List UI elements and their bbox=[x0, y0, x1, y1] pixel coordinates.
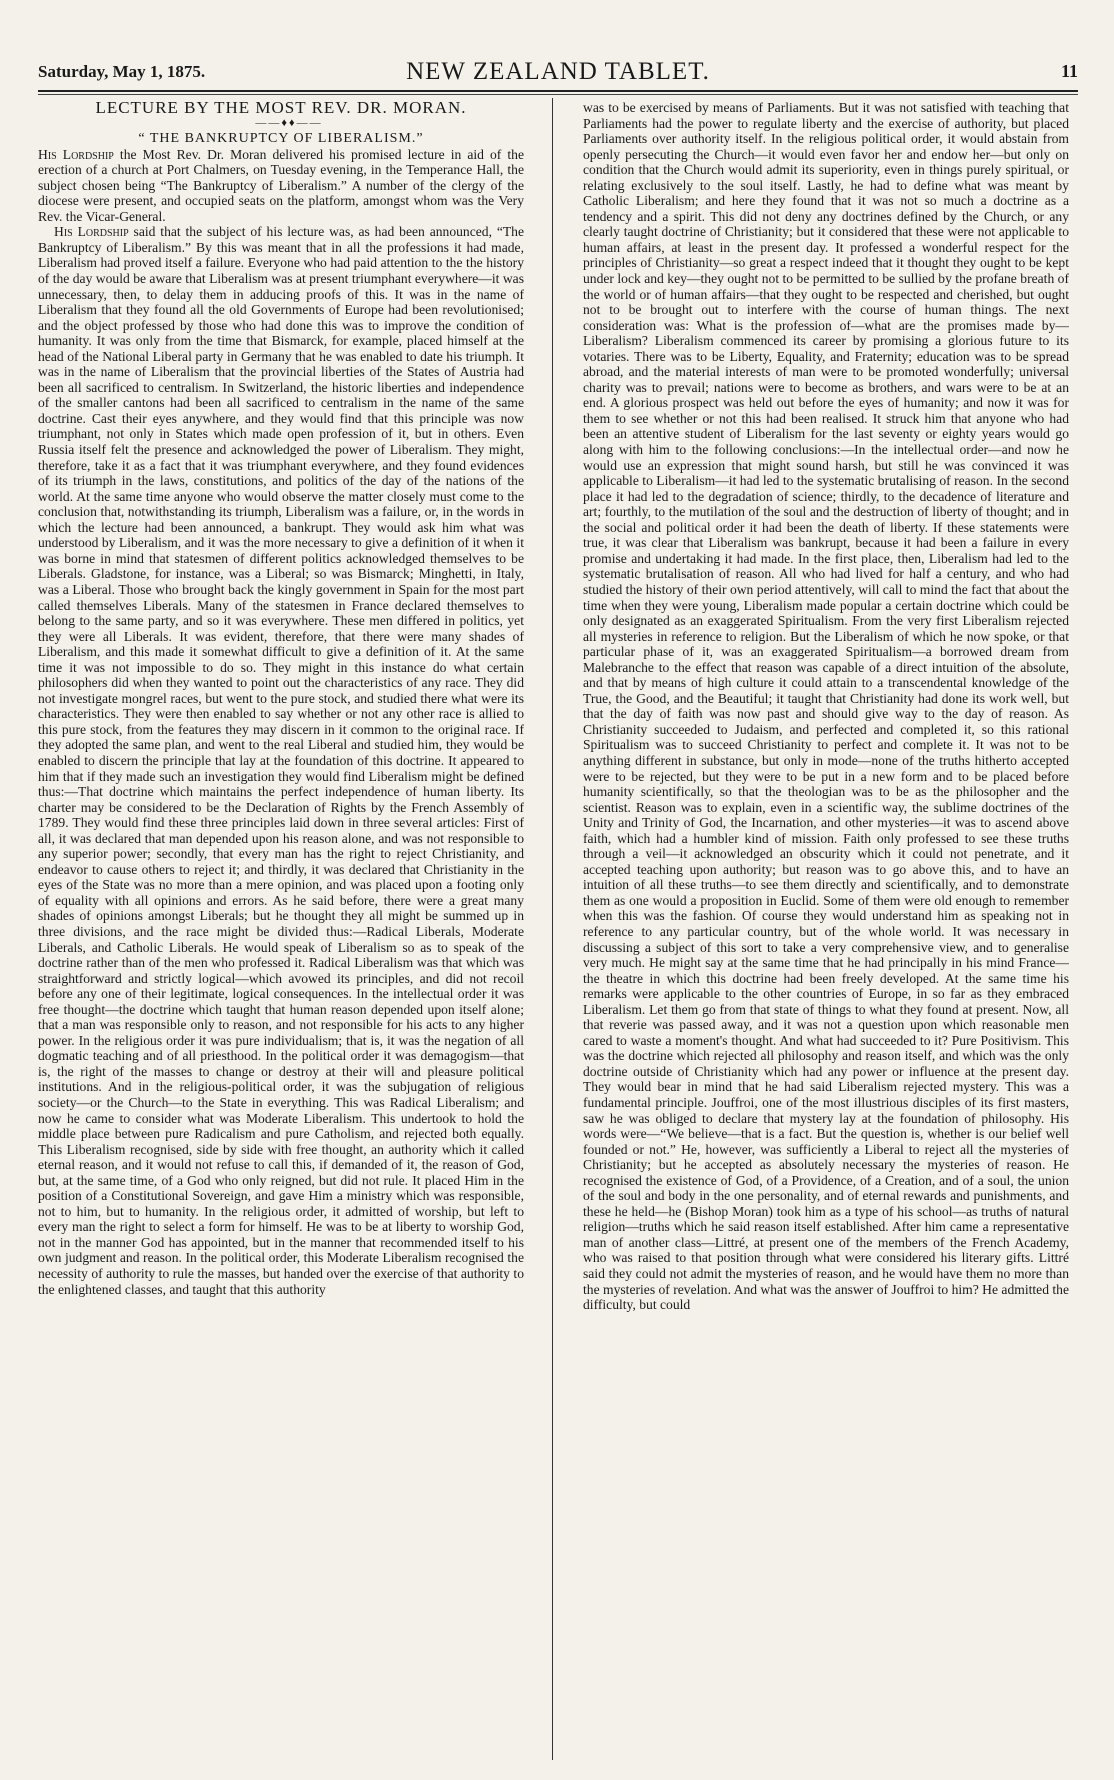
masthead-rule-thin bbox=[38, 94, 1078, 95]
paragraph-text: the Most Rev. Dr. Moran delivered his promised lecture in aid of the erection of a church at Port Chalmers, on Tuesday evening, in the Temperance Hall, the subject chosen being “The Bankruptcy of Liberalism.” A number of the clergy of the diocese were present, and occupied seats on the platform, amongst whom was the Very Rev. the Vicar-General. bbox=[38, 146, 524, 224]
paragraph-2 bbox=[38, 224, 524, 1297]
article-column-right bbox=[583, 100, 1069, 1760]
masthead-rule bbox=[38, 90, 1078, 92]
masthead bbox=[38, 58, 1078, 84]
column-divider bbox=[552, 98, 553, 1760]
paragraph-continued: was to be exercised by means of Parliaments. But it was not satisfied with teaching that Parliaments had the power to regulate liberty and the exercise of authority, but placed Parliaments over authority itself. In the religious political order, it would abstain from openly persecuting the Church—it would even favor her and endow her—but only on condition that the Church would admit its superiority, even in things purely spiritual, or relating exclusively to the soul itself. Lastly, he had to define what was meant by Catholic Liberalism; and here they found that it was not so much a doctrine as a tendency and a spirit. This did not deny any doctrines defined by the Church, or any clearly taught doctrine of Christianity; but it considered that these were not applicable to human affairs, at least in the present day. It professed a wonderful respect for the principles of Christianity—so great a respect indeed that it thought they ought to be kept under lock and key—they ought not to be permitted to be sullied by the profane breath of the world or of human affairs—that they ought to be respected and cherished, but ought not to be brought out to interfere with the course of human things. The next consideration was: What is the profession of—what are the promises made by—Liberalism? Liberalism commenced its career by promising a glorious future to its votaries. There was to be Liberty, Equality, and Fraternity; education was to be spread abroad, and the material interests of man were to be promoted wonderfully; universal charity was to prevail; nations were to become as brothers, and wars were to be at an end. A glorious prospect was held out before the eyes of humanity; and now it was for them to see whether or not this had been realised. It struck him that anyone who had been an attentive student of Liberalism for the last seventy or eighty years would go along with him to the following conclusions:—In the intellectual order—and now he would use an expression that might sound harsh, but still he was convinced it was applicable to Liberalism—it had led to the systematic brutalising of reason. In the second place it had led to the degradation of science; thirdly, to the decadence of literature and art; fourthly, to the mutilation of the soul and the destruction of liberty of thought; and in the social and political order it had been the death of liberty. If these statements were true, it was clear that Liberalism was bankrupt, because it had been a failure in every promise and undertaking it had made. In the first place, then, Liberalism had led to the systematic brutalisation of reason. All who had lived for half a century, and who had studied the history of their own period attentively, will call to mind the fact that about the time when they were young, Liberalism made popular a certain doctrine which could be only designated as an exaggerated Spiritualism. From the very first Liberalism rejected all mysteries in reference to religion. But the Liberalism of which he now spoke, or that particular phase of it, was an exaggerated Spiritualism—a borrowed dream from Malebranche to the effect that reason was capable of a direct intuition of the absolute, and that by means of high culture it could attain to a transcendental knowledge of the True, the Good, and the Beautiful; it taught that Christianity had done its work well, but that the day of faith was now past and should give way to the day of reason. As Christianity succeeded to Judaism, and perfected and completed it, so this rational Spiritualism was to succeed Christianity to perfect and complete it. It was not to be anything different in substance, but only in mode—none of the truths hitherto accepted were to be rejected, but they were to be put in a new form and to be placed before humanity scientifically, so that the theologian was to be as the philosopher and the scientist. Reason was to explain, even in a scientific way, the sublime doctrines of the Unity and Trinity of God, the Incarnation, and other mysteries—it was to ascend above faith, which had a humbler kind of mission. Faith only professed to see these truths through a veil—it acknowledged an obscurity which it could not penetrate, and it accepted teaching upon authority; but reason was to go above this, and to have an intuition of all these truths—to see them directly and scientifically, and to demonstrate them as one would a proposition in Euclid. Some of them were old enough to remember when this was the fashion. Of course they would understand him as speaking not in reference to any particular country, but of the whole world. It was necessary in discussing a subject of this sort to take a very comprehensive view, and to generalise very much. He might say at the same time that he had principally in his mind France—the theatre in which this doctrine had been freely developed. At the same time his remarks were applicable to the other countries of Europe, in so far as they embraced Liberalism. Let them go from that state of things to what they found at present. Now, all that reverie was passed away, and it was not a question upon which reasonable men cared to waste a moment's thought. And what had succeeded to it? Pure Positivism. This was the doctrine which rejected all philosophy and reason itself, and which was the only doctrine outside of Christianity which had any power or influence at the present day. They would bear in mind that he had said Liberalism rejected mystery. This was a fundamental principle. Jouffroi, one of the most illustrious disciples of its first masters, saw he was obliged to declare that mystery lay at the foundation of philosophy. His words were—“We believe—that is a fact. But the question is, whether is our belief well founded or not.” He, however, was sufficiently a Liberal to reject all the mysteries of Christianity; but he accepted as absolutely necessary the mysteries of reason. He recognised the existence of God, of a Providence, of a Creation, and of a soul, the union of the soul and body in the one personality, and of eternal rewards and punishments, and these he held—he (Bishop Moran) took him as a type of his school—as truths of natural religion—truths which he said reason itself established. After him came a representative man of another class—Littré, at present one of the members of the French Academy, who was raised to that position through what were considered his literary gifts. Littré said they could not admit the mysteries of reason, and he would have them no more than the mysteries of revelation. And what was the answer of Jouffroi to him? He admitted the difficulty, but could bbox=[583, 100, 1069, 1313]
article-subtitle: “ THE BANKRUPTCY OF LIBERALISM.” bbox=[138, 131, 424, 147]
issue-date: Saturday, May 1, 1875. bbox=[38, 62, 206, 81]
paragraph-lead: His Lordship bbox=[38, 146, 114, 162]
title-ornament: ——♦♦—— bbox=[255, 116, 323, 129]
article-column-left bbox=[38, 100, 524, 1760]
page-number: 11 bbox=[1060, 61, 1078, 81]
paragraph-lead: His Lordship bbox=[54, 224, 129, 240]
paragraph-text: said that the subject of his lecture was, as had been announced, “The Bankruptcy of Liberalism.” By this was meant that in all the professions it had made, Liberalism had proved itself a failure. Everyone who had paid attention to the the history of the day would be aware that Liberalism was at present triumphant everywhere—it was unnecessary, then, to delay them in adducing proofs of this. It was in the name of Liberalism that they found all the old Governments of Europe had been revolutionised; and the object professed by those who had done this was to improve the condition of humanity. It was only from the time that Bismarck, for example, placed himself at the head of the National Liberal party in Germany that he was enabled to date his triumph. It was in the name of Liberalism that the provincial liberties of the States of Austria had been all sacrificed to centralism. In Switzerland, the historic liberties and independence of the smaller cantons had been all sacrificed to centralism in the name of the same doctrine. Cast their eyes anywhere, and they would find that this principle was now triumphant, not only in States which made open profession of it, but in others. Even Russia itself felt the presence and acknowledged the power of Liberalism. They might, therefore, take it as a fact that it was triumphant everywhere, and they found evidences of its triumph in the laws, constitutions, and politics of the day of the nations of the world. At the same time anyone who would observe the matter closely must come to the conclusion that, notwithstanding its triumph, Liberalism was a failure, or, in the words in which the lecture had been announced, a bankrupt. They would ask him what was understood by Liberalism, and it was the more necessary to give a definition of it when it was borne in mind that statesmen of different politics acknowledged themselves to be Liberals. Gladstone, for instance, was a Liberal; so was Bismarck; Minghetti, in Italy, was a Liberal. Those who brought back the kingly government in Spain for the most part called themselves Liberals. Many of the statesmen in France declared themselves to belong to the same party, and so it was everywhere. These men differed in politics, yet they were all Liberals. It was evident, therefore, that there were many shades of Liberalism, and this made it somewhat difficult to give a definition of it. At the same time it was not impossible to do so. They might in this instance do what certain philosophers did when they wanted to point out the characteristics of any race. They did not investigate mongrel races, but went to the pure stock, and studied there what were its characteristics. They were then enabled to say whether or not any other race is allied to this pure stock, from the features they may discern in it common to the original race. If they adopted the same plan, and went to the real Liberal and studied him, they would be enabled to discern the principle that lay at the foundation of this doctrine. It appeared to him that if they made such an investigation they would find Liberalism might be defined thus:—That doctrine which maintains the perfect independence of human liberty. Its charter may be considered to be the Declaration of Rights by the French Assembly of 1789. They would find these three principles laid down in three several articles: First of all, it was declared that man depended upon his reason alone, and was not responsible to any superior power; secondly, that every man has the right to reject Christianity, and endeavor to cause others to reject it; and thirdly, it was declared that Christianity in the eyes of the State was no more than a mere opinion, and was placed upon a footing only of equality with all opinions and errors. As he said before, there were a great many shades of opinions amongst Liberals; but he thought they all might be summed up in three divisions, and the race might be divided thus:—Radical Liberals, Moderate Liberals, and Catholic Liberals. He would speak of Liberalism so as to speak of the doctrine rather than of the men who professed it. Radical Liberalism was that which was straightforward and strictly logical—which avowed its principles, and did not recoil before any one of their legitimate, logical consequences. In the intellectual order it was free thought—the doctrine which taught that human reason depended upon itself alone; that a man was responsible only to reason, and not responsible for his acts to any higher power. In the religious order it was pure individualism; that is, it was the negation of all dogmatic teaching and of all priesthood. In the political order it was demagogism—that is, the right of the masses to change or destroy at their will and pleasure political institutions. And in the religious-political order, it was the subjugation of religious society—or the Church—to the State in everything. This was Radical Liberalism; and now he came to consider what was Moderate Liberalism. This undertook to hold the middle place between pure Radicalism and pure Catholism, and rejected both equally. This Liberalism recognised, side by side with free thought, an authority which it called eternal reason, and it would not refuse to call this, if demanded of it, the reason of God, but, at the same time, of a God who only reigned, but did not rule. It placed Him in the position of a Constitutional Sovereign, and gave Him a ministry which was responsible, not to him, but to humanity. In the religious order, it admitted of worship, but left to every man the right to select a form for himself. He was to be at liberty to worship God, not in the manner God has appointed, but in the manner that recommended itself to his own judgment and reason. In the political order, this Moderate Liberalism recognised the necessity of authority to rule the masses, but handed over the exercise of that authority to the enlightened classes, and taught that this authority bbox=[38, 224, 524, 1297]
paragraph-1 bbox=[38, 147, 524, 225]
article-title: LECTURE BY THE MOST REV. DR. MORAN. bbox=[95, 100, 467, 117]
newspaper-title: NEW ZEALAND TABLET. bbox=[406, 58, 710, 85]
